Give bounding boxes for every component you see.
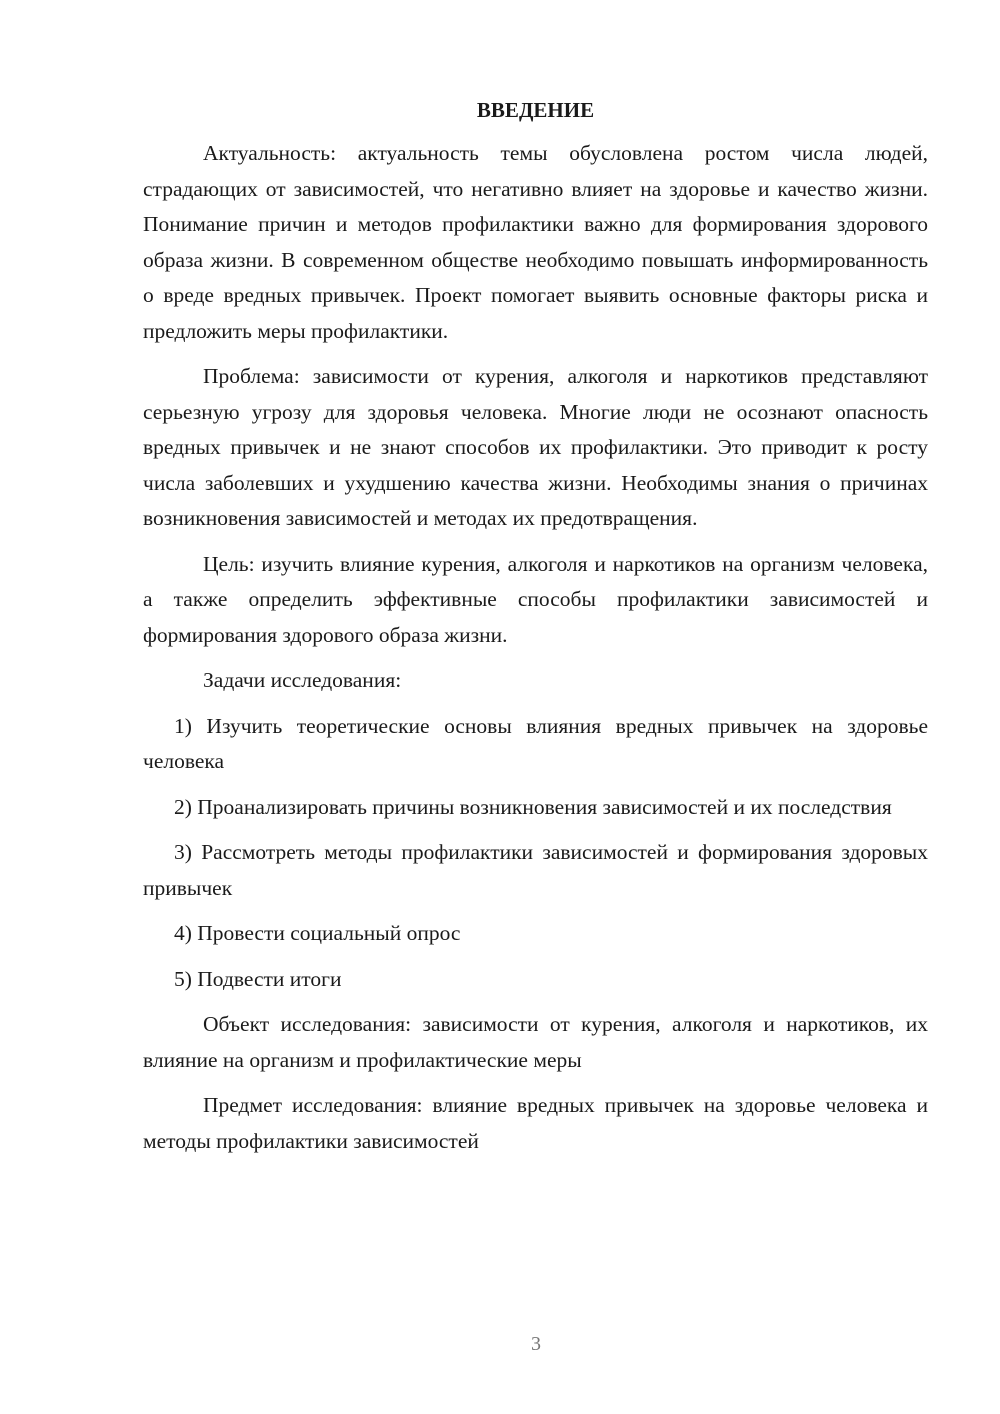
paragraph-problem: Проблема: зависимости от курения, алкоголя и наркотиков представляют серьезную угрозу для здоровья человека. Многие люди не осознают опасность вредных привычек и не знают способов их профилактики. Это приводит к росту числа заболевших и ухудшению качества жизни. Необходимы знания о причинах возникновения зависимостей и методах их предотвращения. [143, 364, 928, 530]
document-page [143, 92, 928, 1169]
page-number: 3 [531, 1333, 541, 1355]
paragraph-object: Объект исследования: зависимости от курения, алкоголя и наркотиков, их влияние на организм и профилактические меры [143, 1012, 928, 1072]
page-title: ВВЕДЕНИЕ [476, 98, 595, 122]
task-item-1: 1) Изучить теоретические основы влияния вредных привычек на здоровье человека [143, 713, 928, 773]
task-item-2: 2) Проанализировать причины возникновения зависимостей и их последствия [174, 794, 892, 819]
task-item-5: 5) Подвести итоги [174, 966, 342, 991]
task-item-4: 4) Провести социальный опрос [174, 921, 461, 945]
task-item-3: 3) Рассмотреть методы профилактики зависимостей и формирования здоровых привычек [143, 840, 928, 900]
paragraph-relevance: Актуальность: актуальность темы обусловлена ростом числа людей, страдающих от зависимостей, что негативно влияет на здоровье и качество жизни. Понимание причин и методов профилактики важно для формирования здорового образа жизни. В современном обществе необходимо повышать информированность о вреде вредных привычек. Проект помогает выявить основные факторы риска и предложить меры профилактики. [143, 141, 928, 343]
tasks-heading: Задачи исследования: [203, 668, 402, 692]
paragraph-goal: Цель: изучить влияние курения, алкоголя и наркотиков на организм человека, а также определить эффективные способы профилактики зависимостей и формирования здорового образа жизни. [143, 551, 928, 647]
paragraph-subject: Предмет исследования: влияние вредных привычек на здоровье человека и методы профилактики зависимостей [143, 1093, 928, 1153]
